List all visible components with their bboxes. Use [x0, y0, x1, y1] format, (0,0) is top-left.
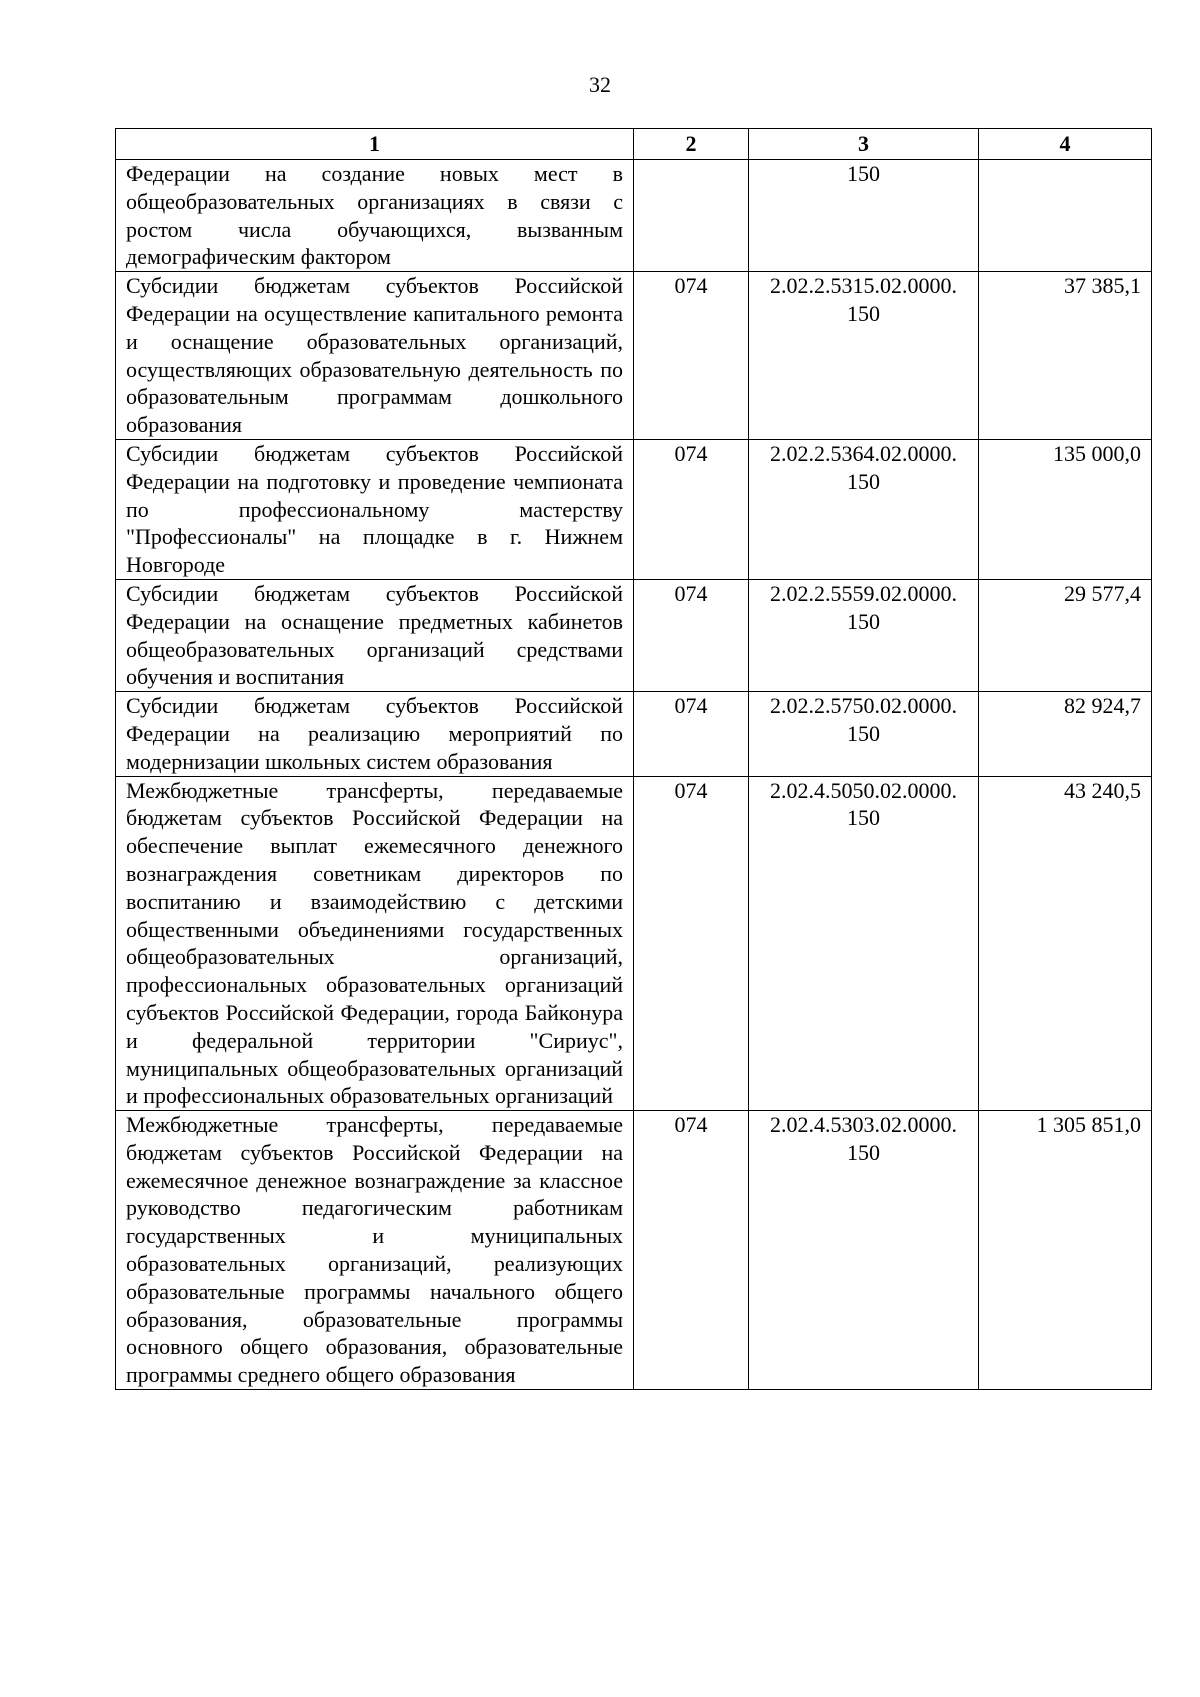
table-row — [116, 160, 1152, 272]
code-line-2: 150 — [847, 720, 880, 746]
row-description: Межбюджетные трансферты, передаваемые бюджетам субъектов Российской Федерации на ежемесячное денежное вознаграждение за классное руководство педагогическим работникам государственных и муниципальных образовательных организаций, реализующих образовательные программы начального общего образования, образовательные программы основного общего образования, образовательные программы среднего общего образования — [116, 1111, 634, 1390]
row-admin-code: 074 — [634, 1111, 749, 1390]
row-budget-code — [749, 160, 979, 272]
code-line-1: 150 — [847, 161, 880, 186]
table-row — [116, 272, 1152, 440]
table-row — [116, 439, 1152, 579]
row-amount: 135 000,0 — [979, 439, 1152, 579]
row-budget-code — [749, 439, 979, 579]
code-line-2: 150 — [847, 805, 880, 831]
row-budget-code — [749, 272, 979, 440]
column-header-1: 1 — [116, 129, 634, 160]
row-admin-code: 074 — [634, 692, 749, 776]
row-amount: 29 577,4 — [979, 579, 1152, 691]
row-description: Федерации на создание новых мест в общеобразовательных организациях в связи с ростом числа обучающихся, вызванным демографическим фактором — [116, 160, 634, 272]
table-header-row — [116, 129, 1152, 160]
budget-table — [115, 128, 1152, 1390]
table-row — [116, 776, 1152, 1111]
row-budget-code — [749, 579, 979, 691]
table-row — [116, 692, 1152, 776]
row-amount — [979, 160, 1152, 272]
row-description: Субсидии бюджетам субъектов Российской Федерации на подготовку и проведение чемпионата по профессиональному мастерству "Профессионалы" на площадке в г. Нижнем Новгороде — [116, 439, 634, 579]
row-amount: 37 385,1 — [979, 272, 1152, 440]
row-admin-code: 074 — [634, 272, 749, 440]
row-description: Межбюджетные трансферты, передаваемые бюджетам субъектов Российской Федерации на обеспечение выплат ежемесячного денежного вознаграждения советникам директоров по воспитанию и взаимодействию с детскими общественными объединениями государственных общеобразовательных организаций, профессиональных образовательных организаций субъектов Российской Федерации, города Байконура и федеральной территории "Сириус", муниципальных общеобразовательных организаций и профессиональных образовательных организаций — [116, 776, 634, 1111]
code-line-1: 2.02.2.5750.02.0000. — [770, 693, 957, 719]
code-line-2: 150 — [847, 608, 880, 634]
page-number: 32 — [589, 72, 611, 97]
code-line-1: 2.02.4.5303.02.0000. — [770, 1112, 957, 1138]
row-amount: 82 924,7 — [979, 692, 1152, 776]
code-line-2: 150 — [847, 468, 880, 494]
code-line-1: 2.02.2.5559.02.0000. — [770, 580, 957, 606]
row-budget-code — [749, 1111, 979, 1390]
code-line-2: 150 — [847, 300, 880, 326]
row-budget-code — [749, 692, 979, 776]
row-admin-code — [634, 160, 749, 272]
row-admin-code: 074 — [634, 439, 749, 579]
code-line-1: 2.02.2.5315.02.0000. — [770, 273, 957, 299]
row-description: Субсидии бюджетам субъектов Российской Федерации на оснащение предметных кабинетов общеобразовательных организаций средствами обучения и воспитания — [116, 579, 634, 691]
table-row — [116, 579, 1152, 691]
row-amount: 1 305 851,0 — [979, 1111, 1152, 1390]
code-line-1: 2.02.2.5364.02.0000. — [770, 440, 957, 466]
column-header-3: 3 — [749, 129, 979, 160]
row-admin-code: 074 — [634, 776, 749, 1111]
code-line-2: 150 — [847, 1139, 880, 1165]
row-admin-code: 074 — [634, 579, 749, 691]
code-line-1: 2.02.4.5050.02.0000. — [770, 777, 957, 803]
row-description: Субсидии бюджетам субъектов Российской Федерации на реализацию мероприятий по модернизации школьных систем образования — [116, 692, 634, 776]
row-amount: 43 240,5 — [979, 776, 1152, 1111]
table-row — [116, 1111, 1152, 1390]
column-header-4: 4 — [979, 129, 1152, 160]
column-header-2: 2 — [634, 129, 749, 160]
row-description: Субсидии бюджетам субъектов Российской Федерации на осуществление капитального ремонта и оснащение образовательных организаций, осуществляющих образовательную деятельность по образовательным программам дошкольного образования — [116, 272, 634, 440]
row-budget-code — [749, 776, 979, 1111]
